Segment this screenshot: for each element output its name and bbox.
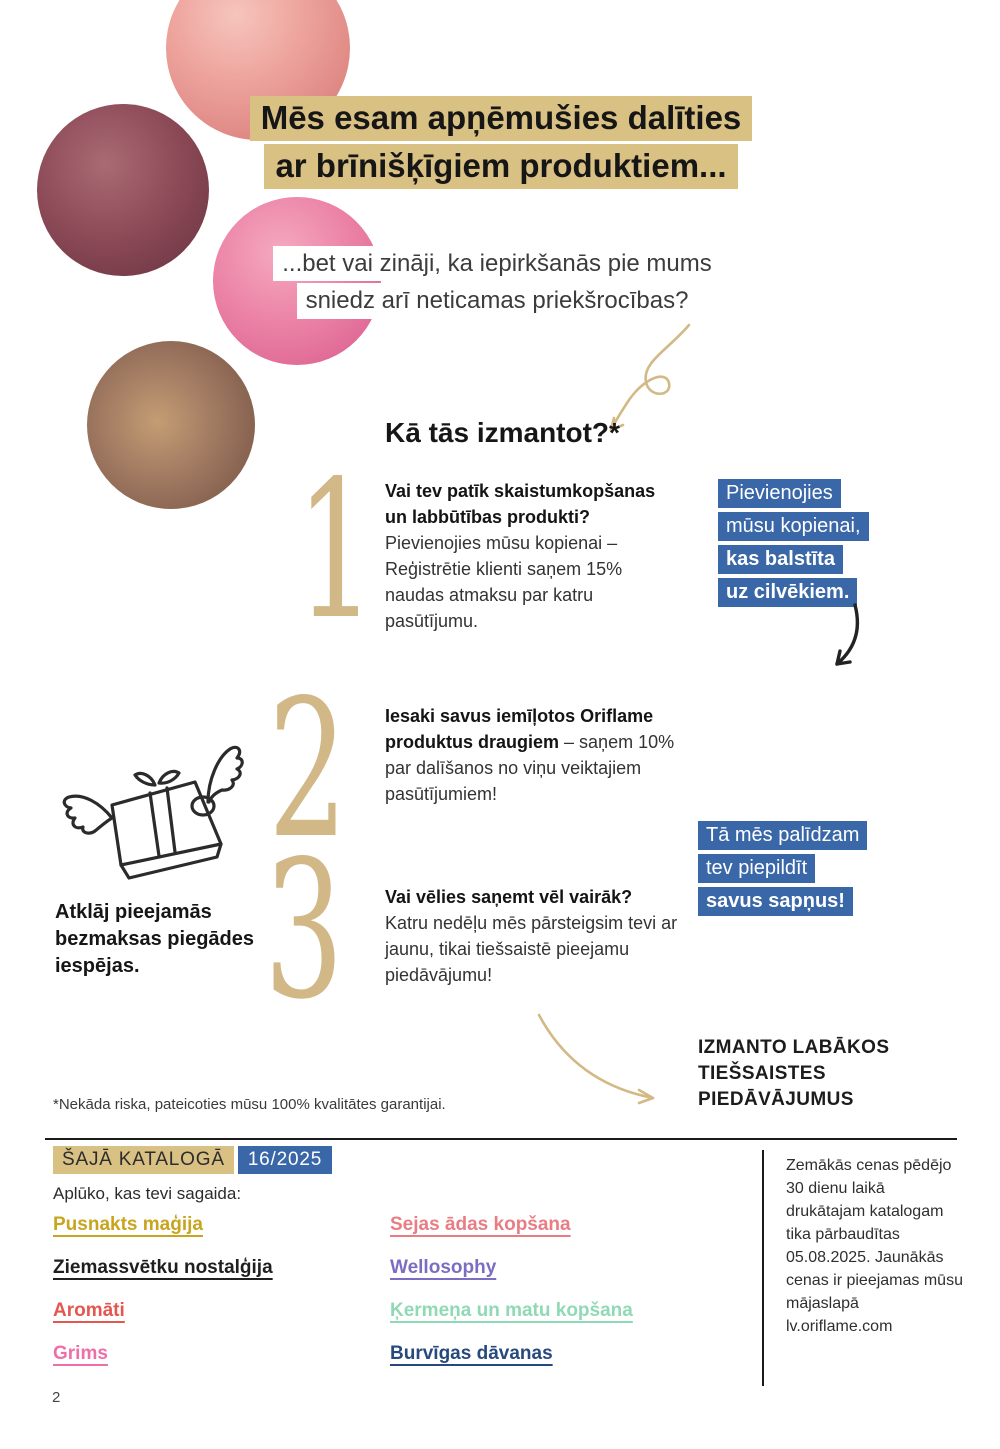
step-1 xyxy=(385,478,680,634)
step-number: 1 xyxy=(296,440,376,661)
step-2 xyxy=(385,703,680,807)
catalog-tag-label: ŠAJĀ KATALOGĀ xyxy=(53,1146,234,1174)
gold-curve-arrow-icon xyxy=(535,1012,675,1112)
catalog-intro-text: Aplūko, kas tevi sagaida: xyxy=(53,1184,242,1203)
step-heading: Vai tev patīk skaistumkopšanas un labbūtības produkti? xyxy=(385,481,656,527)
online-offers-text: IZMANTO LABĀKOS TIEŠSAISTES PIEDĀVĀJUMUS xyxy=(698,1037,890,1110)
community-callout-line: uz cilvēkiem. xyxy=(718,578,857,607)
step-heading: Vai vēlies saņemt vēl vairāk? xyxy=(385,887,633,907)
catalog-issue-badge: 16/2025 xyxy=(238,1146,332,1174)
dreams-callout-line: savus sapņus! xyxy=(698,887,853,916)
winged-gift-icon xyxy=(55,745,245,895)
price-notice-text: Zemākās cenas pēdējo 30 dienu laikā drukātajam katalogam tika pārbaudītas 05.08.2025. Jaunākās cenas ir pieejamas mūsu mājaslapā lv.oriflame.com xyxy=(786,1157,963,1335)
how-to-title: Kā tās izmantot?* xyxy=(385,417,620,448)
catalog-link[interactable]: Sejas ādas kopšana xyxy=(390,1214,571,1235)
catalog-link[interactable]: Wellosophy xyxy=(390,1257,497,1278)
vertical-divider xyxy=(762,1150,764,1386)
headline-line-1: Mēs esam apņēmušies dalīties xyxy=(250,96,753,141)
step-text: Katru nedēļu mēs pārsteigsim tevi ar jaunu, tikai tiešsaistē pieejamu piedāvājumu! xyxy=(385,913,678,985)
catalog-link[interactable]: Aromāti xyxy=(53,1300,125,1321)
free-delivery-text: Atklāj pieejamās bezmaksas piegādes iespējas. xyxy=(55,901,254,977)
catalog-link[interactable]: Burvīgas dāvanas xyxy=(390,1343,553,1364)
step-text: Pievienojies mūsu kopienai – Reģistrētie klienti saņem 15% naudas atmaksu par katru pasūtījumu. xyxy=(385,533,623,631)
catalog-link[interactable]: Grims xyxy=(53,1343,108,1364)
community-callout-line: mūsu kopienai, xyxy=(718,512,869,541)
catalog-link[interactable]: Ziemassvētku nostalģija xyxy=(53,1257,273,1278)
dreams-callout xyxy=(698,821,867,920)
step-number: 3 xyxy=(264,820,344,1041)
community-callout-line: Pievienojies xyxy=(718,479,841,508)
page-number: 2 xyxy=(52,1389,61,1406)
catalog-links-column-1 xyxy=(53,1214,273,1386)
catalog-links-column-2 xyxy=(390,1214,633,1386)
headline xyxy=(225,96,777,192)
catalog-tag xyxy=(53,1146,332,1174)
dreams-callout-line: Tā mēs palīdzam xyxy=(698,821,867,850)
horizontal-divider xyxy=(45,1138,957,1140)
community-callout xyxy=(718,479,869,611)
headline-line-2: ar brīnišķīgiem produktiem... xyxy=(264,144,737,189)
step-3 xyxy=(385,884,680,988)
subheadline-line-1: ...bet vai zināji, ka iepirkšanās pie mums xyxy=(273,246,721,281)
catalog-link[interactable]: Pusnakts maģija xyxy=(53,1214,203,1235)
step-number: 2 xyxy=(268,659,348,880)
footnote-text: *Nekāda riska, pateicoties mūsu 100% kvalitātes garantijai. xyxy=(53,1096,446,1113)
blush-pearl-burgundy-image xyxy=(37,104,209,276)
subheadline-line-2: sniedz arī neticamas priekšrocības? xyxy=(297,283,698,318)
community-callout-line: kas balstīta xyxy=(718,545,843,574)
step-text: – saņem 10% par dalīšanos no viņu veiktajiem pasūtījumiem! xyxy=(385,732,675,804)
catalog-link[interactable]: Ķermeņa un matu kopšana xyxy=(390,1300,633,1321)
subheadline xyxy=(232,246,762,321)
dreams-callout-line: tev piepildīt xyxy=(698,854,815,883)
black-curved-arrow-icon xyxy=(815,602,875,677)
step-heading: Iesaki savus iemīļotos Oriflame produktus draugiem xyxy=(385,706,654,752)
blush-pearl-bronze-image xyxy=(87,341,255,509)
